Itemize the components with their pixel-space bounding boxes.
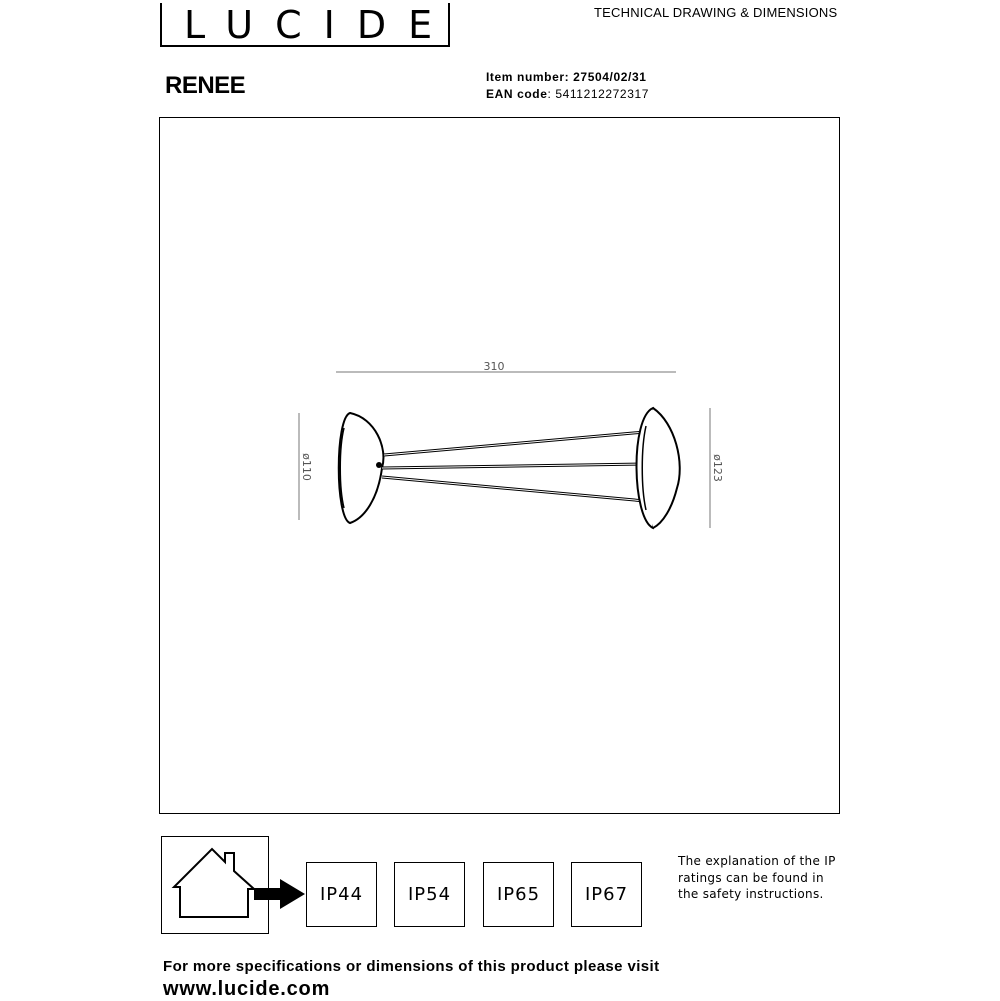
brand-logo-text: LUCIDE bbox=[184, 3, 455, 47]
ean-code-label: EAN code bbox=[486, 87, 548, 101]
ip-rating-ip44: IP44 bbox=[306, 862, 377, 927]
brand-logo bbox=[160, 3, 455, 47]
left-lamp-head bbox=[339, 413, 384, 523]
ip-rating-ip65: IP65 bbox=[483, 862, 554, 927]
product-name: RENEE bbox=[165, 72, 246, 99]
technical-drawing bbox=[160, 118, 838, 812]
lamp-rods bbox=[382, 432, 645, 501]
ip-rating-ip54: IP54 bbox=[394, 862, 465, 927]
footer-url-link[interactable]: www.lucide.com bbox=[163, 978, 331, 1000]
item-number-value: 27504/02/31 bbox=[573, 70, 647, 84]
right-diameter-label: ø123 bbox=[711, 454, 724, 482]
right-lamp-head bbox=[636, 408, 679, 528]
ean-code: EAN code: 5411212272317 bbox=[486, 87, 650, 101]
left-diameter-label: ø110 bbox=[300, 453, 313, 481]
item-number-label: Item number bbox=[486, 70, 565, 84]
ip-rating-ip67: IP67 bbox=[571, 862, 642, 927]
drawing-frame bbox=[159, 117, 840, 814]
footer-text: For more specifications or dimensions of this product please visit bbox=[163, 958, 660, 975]
arrow-right-icon bbox=[252, 876, 308, 912]
ip-explanation: The explanation of the IP ratings can be found in the safety instructions. bbox=[678, 854, 836, 901]
item-number: Item number: 27504/02/31 bbox=[486, 70, 647, 84]
ean-code-value: 5411212272317 bbox=[555, 87, 650, 101]
document-type: TECHNICAL DRAWING & DIMENSIONS bbox=[594, 5, 838, 20]
width-dimension-label: 310 bbox=[483, 360, 505, 373]
